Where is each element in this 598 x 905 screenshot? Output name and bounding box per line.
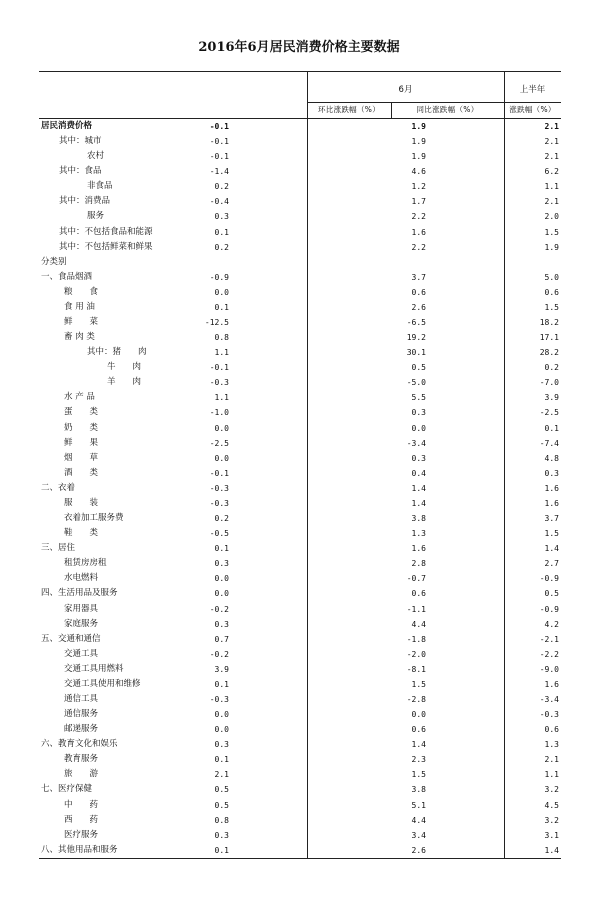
ytd-value: 0.3 <box>544 468 559 478</box>
ytd-value: 4.2 <box>544 619 559 629</box>
mom-value: -2.5 <box>209 438 229 448</box>
ytd-value: -3.4 <box>539 694 559 704</box>
row-label: 通信工具 <box>64 693 99 704</box>
ytd-value: -2.1 <box>539 634 559 644</box>
yoy-value: -2.8 <box>406 694 426 704</box>
table-row <box>39 798 561 813</box>
row-label: 鲜 果 <box>64 437 99 448</box>
ytd-value: 6.2 <box>544 167 559 177</box>
row-label: 中 药 <box>64 799 99 810</box>
row-label: 邮递服务 <box>64 724 99 735</box>
table-row <box>39 496 561 511</box>
mom-value: 0.1 <box>214 755 229 765</box>
row-label: 五、交通和通信 <box>41 633 101 644</box>
table-row <box>39 436 561 451</box>
table-row <box>39 300 561 315</box>
header-june: 6月 <box>398 85 413 95</box>
table-row <box>39 330 561 345</box>
yoy-value: 1.6 <box>411 544 426 554</box>
mom-value: -0.3 <box>209 378 229 388</box>
table-row <box>39 209 561 224</box>
yoy-value: 1.6 <box>411 227 426 237</box>
yoy-value: 0.3 <box>411 408 426 418</box>
table-row <box>39 194 561 209</box>
mom-value: -1.0 <box>209 408 229 418</box>
ytd-value: -0.3 <box>539 710 559 720</box>
row-label: 租赁房房租 <box>64 558 107 569</box>
table-row <box>39 707 561 722</box>
row-label: 教育服务 <box>64 754 99 765</box>
table-row <box>39 632 561 647</box>
yoy-value: 4.4 <box>411 815 426 825</box>
mom-value: 0.3 <box>214 619 229 629</box>
table-row <box>39 315 561 330</box>
ytd-value: 1.6 <box>544 498 559 508</box>
table-row <box>39 677 561 692</box>
table-row <box>39 255 561 270</box>
row-label: 服 装 <box>64 497 99 508</box>
table-row <box>39 421 561 436</box>
row-label: 其中：食品 <box>59 166 102 177</box>
ytd-value: 1.6 <box>544 679 559 689</box>
yoy-value: -8.1 <box>406 664 426 674</box>
ytd-value: 3.7 <box>544 514 559 524</box>
ytd-value: 1.5 <box>544 227 559 237</box>
yoy-value: 3.4 <box>411 830 426 840</box>
table-row <box>39 270 561 285</box>
ytd-value: 0.6 <box>544 287 559 297</box>
mom-value: -0.1 <box>209 137 229 147</box>
row-label: 水 产 品 <box>64 392 95 403</box>
ytd-value: 2.1 <box>544 137 559 147</box>
mom-value: 0.0 <box>214 453 229 463</box>
ytd-value: 2.1 <box>544 122 559 131</box>
table-row <box>39 390 561 405</box>
header-half-year: 上半年 <box>519 85 546 95</box>
header-yoy: 同比涨跌幅（%） <box>416 105 479 114</box>
mom-value: 0.0 <box>214 710 229 720</box>
mom-value: 0.7 <box>214 634 229 644</box>
row-label: 羊 肉 <box>107 377 142 388</box>
ytd-value: 1.5 <box>544 529 559 539</box>
yoy-value: 1.4 <box>411 483 426 493</box>
yoy-value: 1.7 <box>411 197 426 207</box>
ytd-value: 0.5 <box>544 589 559 599</box>
row-label: 鲜 菜 <box>64 317 99 328</box>
mom-value: -0.3 <box>209 483 229 493</box>
row-label: 三、居住 <box>41 543 76 554</box>
row-label: 其中：城市 <box>59 136 102 147</box>
ytd-value: 0.6 <box>544 725 559 735</box>
row-label: 蛋 类 <box>64 407 99 418</box>
ytd-value: 17.1 <box>539 333 559 343</box>
mom-value: 0.0 <box>214 725 229 735</box>
table-row <box>39 164 561 179</box>
yoy-value: 2.3 <box>411 755 426 765</box>
mom-value: 0.3 <box>214 212 229 222</box>
yoy-value: 3.7 <box>411 272 426 282</box>
mom-value: -0.3 <box>209 498 229 508</box>
mom-value: 0.5 <box>214 800 229 810</box>
mom-value: 0.8 <box>214 815 229 825</box>
ytd-value: 5.0 <box>544 272 559 282</box>
table-row <box>39 526 561 541</box>
row-label: 其中：不包括食品和能源 <box>59 226 153 237</box>
page-title: 2016年6月居民消费价格主要数据 <box>198 40 400 55</box>
table-row <box>39 752 561 767</box>
table-header <box>39 72 561 119</box>
yoy-value: 1.5 <box>411 770 426 780</box>
table-row <box>39 602 561 617</box>
mom-value: 1.1 <box>214 393 229 403</box>
header-mom: 环比涨跌幅（%） <box>317 105 381 114</box>
table-row <box>39 647 561 662</box>
yoy-value: -0.7 <box>406 574 426 584</box>
yoy-value: 2.2 <box>411 212 426 222</box>
row-label: 粮 食 <box>64 286 99 297</box>
yoy-value: 3.8 <box>411 514 426 524</box>
yoy-value: 5.5 <box>411 393 426 403</box>
yoy-value: 1.4 <box>411 740 426 750</box>
ytd-value: 1.9 <box>544 242 559 252</box>
header-rule <box>307 102 504 103</box>
row-label: 交通工具用燃料 <box>64 663 124 674</box>
table-row <box>39 179 561 194</box>
mom-value: 1.1 <box>214 348 229 358</box>
ytd-value: 1.1 <box>544 770 559 780</box>
mom-value: 0.3 <box>214 830 229 840</box>
table-row <box>39 541 561 556</box>
row-label: 四、生活用品及服务 <box>41 588 118 599</box>
ytd-value: 18.2 <box>539 318 559 328</box>
row-label: 通信服务 <box>64 709 99 720</box>
ytd-value: 1.1 <box>544 182 559 192</box>
row-label: 农村 <box>87 151 105 162</box>
yoy-value: 0.0 <box>411 710 426 720</box>
table-row <box>39 722 561 737</box>
table-row <box>39 360 561 375</box>
yoy-value: -6.5 <box>406 318 426 328</box>
ytd-value: 2.1 <box>544 197 559 207</box>
table-row <box>39 767 561 782</box>
mom-value: 0.1 <box>214 227 229 237</box>
yoy-value: 1.9 <box>411 152 426 162</box>
mom-value: -0.5 <box>209 529 229 539</box>
mom-value: -0.3 <box>209 694 229 704</box>
ytd-value: 2.1 <box>544 755 559 765</box>
ytd-value: -9.0 <box>539 664 559 674</box>
ytd-value: -2.2 <box>539 649 559 659</box>
yoy-value: 1.2 <box>411 182 426 192</box>
yoy-value: 0.6 <box>411 589 426 599</box>
row-label: 旅 游 <box>64 769 99 780</box>
ytd-value: -7.4 <box>539 438 559 448</box>
yoy-value: 2.6 <box>411 302 426 312</box>
table-row <box>39 813 561 828</box>
yoy-value: 2.2 <box>411 242 426 252</box>
row-label: 畜 肉 类 <box>64 332 95 343</box>
table-row <box>39 617 561 632</box>
table-row <box>39 662 561 677</box>
table-row <box>39 345 561 360</box>
row-label: 其中：猪 肉 <box>87 347 147 358</box>
yoy-value: 0.5 <box>411 363 426 373</box>
row-label: 鞋 类 <box>64 528 99 539</box>
row-label: 分类别 <box>41 256 67 267</box>
row-label: 服务 <box>87 211 105 222</box>
yoy-value: 0.6 <box>411 287 426 297</box>
ytd-value: 2.0 <box>544 212 559 222</box>
row-label: 非食品 <box>87 181 113 192</box>
row-label: 六、教育文化和娱乐 <box>41 739 118 750</box>
row-label: 其中：消费品 <box>59 196 111 207</box>
row-label: 食 用 油 <box>64 301 95 312</box>
mom-value: 3.9 <box>214 664 229 674</box>
mom-value: 0.0 <box>214 574 229 584</box>
cpi-table <box>39 71 561 859</box>
yoy-value: 4.4 <box>411 619 426 629</box>
row-label: 酒 类 <box>64 467 99 478</box>
ytd-value: -7.0 <box>539 378 559 388</box>
mom-value: -1.4 <box>209 167 229 177</box>
mom-value: 0.2 <box>214 242 229 252</box>
table-row <box>39 737 561 752</box>
table-row <box>39 119 561 134</box>
ytd-value: 1.4 <box>544 544 559 554</box>
ytd-value: 3.2 <box>544 815 559 825</box>
row-label: 衣着加工服务费 <box>64 513 124 524</box>
ytd-value: 3.1 <box>544 830 559 840</box>
row-label: 奶 类 <box>64 422 99 433</box>
yoy-value: 1.9 <box>411 122 426 131</box>
table-row <box>39 149 561 164</box>
ytd-value: 1.3 <box>544 740 559 750</box>
yoy-value: -5.0 <box>406 378 426 388</box>
mom-value: -0.1 <box>209 152 229 162</box>
mom-value: 0.8 <box>214 333 229 343</box>
table-row <box>39 692 561 707</box>
mom-value: -0.2 <box>209 604 229 614</box>
header-ytd: 涨跌幅（%） <box>509 105 556 114</box>
yoy-value: 5.1 <box>411 800 426 810</box>
row-label: 居民消费价格 <box>41 121 93 131</box>
mom-value: 0.0 <box>214 423 229 433</box>
yoy-value: 2.8 <box>411 559 426 569</box>
ytd-value: 2.1 <box>544 152 559 162</box>
mom-value: 0.1 <box>214 302 229 312</box>
ytd-value: 3.9 <box>544 393 559 403</box>
table-row <box>39 586 561 601</box>
yoy-value: 1.9 <box>411 137 426 147</box>
table-row <box>39 134 561 149</box>
row-label: 交通工具使用和维修 <box>64 678 141 689</box>
yoy-value: 0.6 <box>411 725 426 735</box>
ytd-value: 3.2 <box>544 785 559 795</box>
yoy-value: 1.4 <box>411 498 426 508</box>
table-row <box>39 285 561 300</box>
yoy-value: 19.2 <box>406 333 426 343</box>
yoy-value: 4.6 <box>411 167 426 177</box>
mom-value: -0.1 <box>209 363 229 373</box>
mom-value: 0.0 <box>214 589 229 599</box>
ytd-value: 1.6 <box>544 483 559 493</box>
yoy-value: -3.4 <box>406 438 426 448</box>
yoy-value: -2.0 <box>406 649 426 659</box>
yoy-value: 2.6 <box>411 845 426 855</box>
table-row <box>39 466 561 481</box>
row-label: 交通工具 <box>64 648 99 659</box>
mom-value: 0.3 <box>214 559 229 569</box>
table-row <box>39 556 561 571</box>
yoy-value: 30.1 <box>406 348 426 358</box>
ytd-value: 28.2 <box>539 348 559 358</box>
row-label: 家用器具 <box>64 603 99 614</box>
table-row <box>39 240 561 255</box>
ytd-value: -0.9 <box>539 604 559 614</box>
table-row <box>39 571 561 586</box>
mom-value: 0.2 <box>214 182 229 192</box>
table-row <box>39 782 561 797</box>
row-label: 牛 肉 <box>107 362 142 373</box>
yoy-value: 0.4 <box>411 468 426 478</box>
row-label: 七、医疗保健 <box>41 784 93 795</box>
mom-value: 0.1 <box>214 679 229 689</box>
yoy-value: 3.8 <box>411 785 426 795</box>
ytd-value: -0.9 <box>539 574 559 584</box>
ytd-value: 2.7 <box>544 559 559 569</box>
mom-value: -0.9 <box>209 272 229 282</box>
mom-value: 0.0 <box>214 287 229 297</box>
table-row <box>39 511 561 526</box>
yoy-value: 1.5 <box>411 679 426 689</box>
ytd-value: 4.8 <box>544 453 559 463</box>
table-row <box>39 828 561 843</box>
table-row <box>39 405 561 420</box>
mom-value: -0.2 <box>209 649 229 659</box>
row-label: 水电燃料 <box>64 573 99 584</box>
mom-value: -0.4 <box>209 197 229 207</box>
ytd-value: 1.5 <box>544 302 559 312</box>
row-label: 八、其他用品和服务 <box>41 844 118 855</box>
table-row <box>39 225 561 240</box>
ytd-value: 1.4 <box>544 845 559 855</box>
table-row <box>39 843 561 858</box>
yoy-value: 0.0 <box>411 423 426 433</box>
row-label: 医疗服务 <box>64 829 99 840</box>
table-row <box>39 451 561 466</box>
yoy-value: 1.3 <box>411 529 426 539</box>
ytd-value: 0.1 <box>544 423 559 433</box>
ytd-value: 0.2 <box>544 363 559 373</box>
table-row <box>39 375 561 390</box>
mom-value: 0.5 <box>214 785 229 795</box>
mom-value: -0.1 <box>209 468 229 478</box>
row-label: 一、食品烟酒 <box>41 271 93 282</box>
mom-value: 0.1 <box>214 845 229 855</box>
mom-value: -12.5 <box>204 318 229 328</box>
row-label: 其中：不包括鲜菜和鲜果 <box>59 241 153 252</box>
table-body <box>39 119 561 858</box>
row-label: 西 药 <box>64 814 99 825</box>
yoy-value: -1.1 <box>406 604 426 614</box>
yoy-value: 0.3 <box>411 453 426 463</box>
ytd-value: 4.5 <box>544 800 559 810</box>
table-row <box>39 481 561 496</box>
ytd-value: -2.5 <box>539 408 559 418</box>
mom-value: 2.1 <box>214 770 229 780</box>
mom-value: 0.3 <box>214 740 229 750</box>
mom-value: 0.1 <box>214 544 229 554</box>
mom-value: -0.1 <box>209 122 229 131</box>
row-label: 烟 草 <box>64 452 99 463</box>
mom-value: 0.2 <box>214 514 229 524</box>
yoy-value: -1.8 <box>406 634 426 644</box>
row-label: 二、衣着 <box>41 482 76 493</box>
header-rule <box>504 102 561 103</box>
row-label: 家庭服务 <box>64 618 99 629</box>
